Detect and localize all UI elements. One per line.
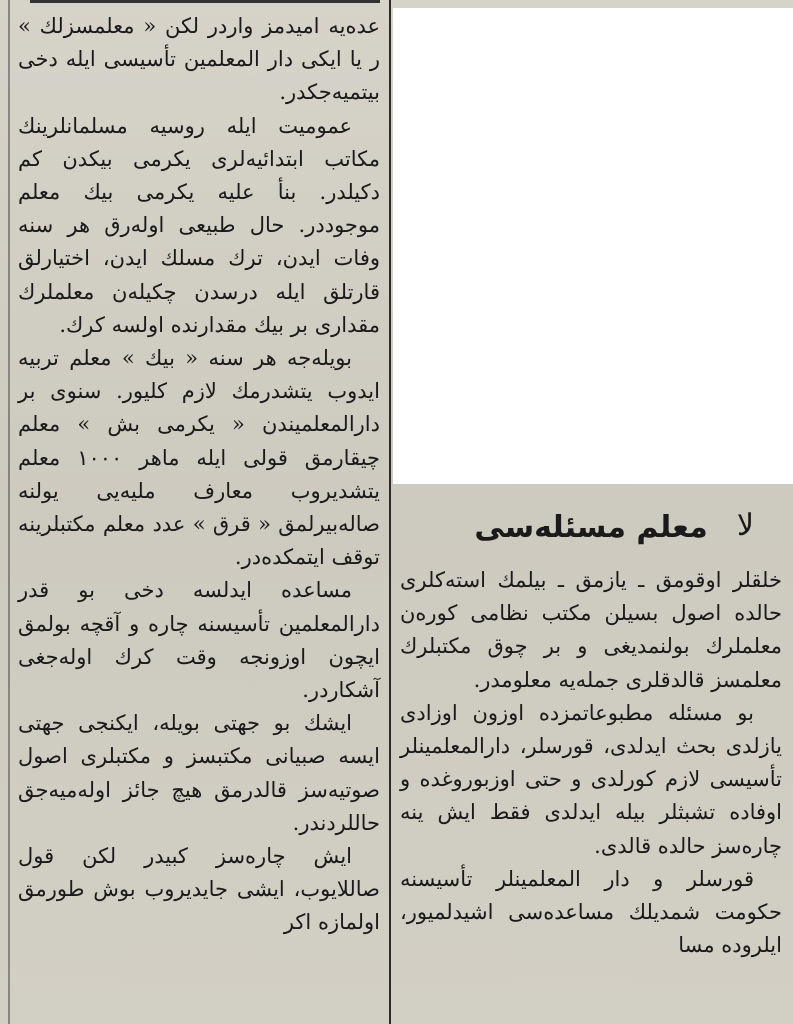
left-paragraph-1: عدەیه امیدمز واردر لکن « معلمسزلك » ر یا ایکی دار المعلمین تأسیسی ایله دخی بیتمیەجکدر. bbox=[18, 14, 380, 105]
left-column bbox=[18, 10, 380, 940]
top-rule bbox=[30, 0, 380, 3]
left-paragraph-2: عمومیت ایله روسیه مسلمانلرینك مکاتب ابتدائیەلری یکرمی بیکدن کم دکیلدر. بنأ علیه یکرمی بیك معلم موجوددر. حال طبیعی اولەرق هر سنه وفات ایدن، ترك مسلك ایدن، اختیارلق قارتلق ایله درسدن چکیلەن معلملرك مقداری بر بیك مقدارنده اولسه کرك. bbox=[18, 113, 380, 337]
blank-redacted-area bbox=[393, 8, 793, 484]
right-paragraph-3: قورسلر و دار المعلمینلر تأسیسنه حکومت شمدیلك مساعدەسی اشیدلمیور، ایلروده مسا bbox=[400, 866, 782, 958]
right-paragraph-1: خلقلر اوقومق ـ یازمق ـ بیلمك استەکلری حالده اصول بسیلن مکتب نظامی کورەن معلملرك بولنمدیغی و بر چوق مکتبلرك معلمسز قالدقلری جملەیه معلومدر. bbox=[400, 568, 782, 692]
left-margin-rule bbox=[8, 0, 10, 1024]
left-paragraph-5: ایشك بو جهتی بویله، ایکنجی جهتی ایسه صبیانی مکتبسز و مکتبلری اصول صوتیەسز قالدرمق هیچ جائز اولەمیەجق حاللردندر. bbox=[18, 711, 380, 835]
left-paragraph-3: بویلەجه هر سنه « بیك » معلم تربیه ایدوب یتشدرمك لازم کلیور. سنوی بر دارالمعلمیندن « یکرمی بش » معلم چیقارمق قولی ایله ماهر ۱۰۰۰ معلم یتشدیروب معارف ملیەیی یولنه صالەبیرلمق « قرق » عدد معلم مکتبلرینه توقف ایتمکدەدر. bbox=[18, 346, 381, 570]
left-paragraph-6: ایش چارەسز کبیدر لکن قول صاللایوب، ایشی جایدیروب بوش طورمق اولمازه اکر bbox=[18, 844, 380, 935]
column-divider bbox=[389, 0, 391, 1024]
article-title: معلم مسئلەسی bbox=[474, 510, 708, 545]
right-paragraph-2: بو مسئله مطبوعاتمزده اوزون اوزادی یازلدی بحث ایدلدی، قورسلر، دارالمعلمینلر تأسیسی لازم کورلدی و حتی اوزبوروغده و اوفاده تشبثلر بیله ایدلدی فقط ایش ینه چارەسز حالده قالدی. bbox=[400, 700, 782, 858]
left-paragraph-4: مساعده ایدلسه دخی بو قدر دارالمعلمین تأسیسنه چاره و آقچه بولمق ایچون اوزونجه وقت کرك اولەجغی آشکاردر. bbox=[18, 578, 380, 703]
section-mark: لا bbox=[736, 508, 754, 543]
right-column bbox=[400, 564, 782, 962]
article-header bbox=[400, 500, 782, 556]
